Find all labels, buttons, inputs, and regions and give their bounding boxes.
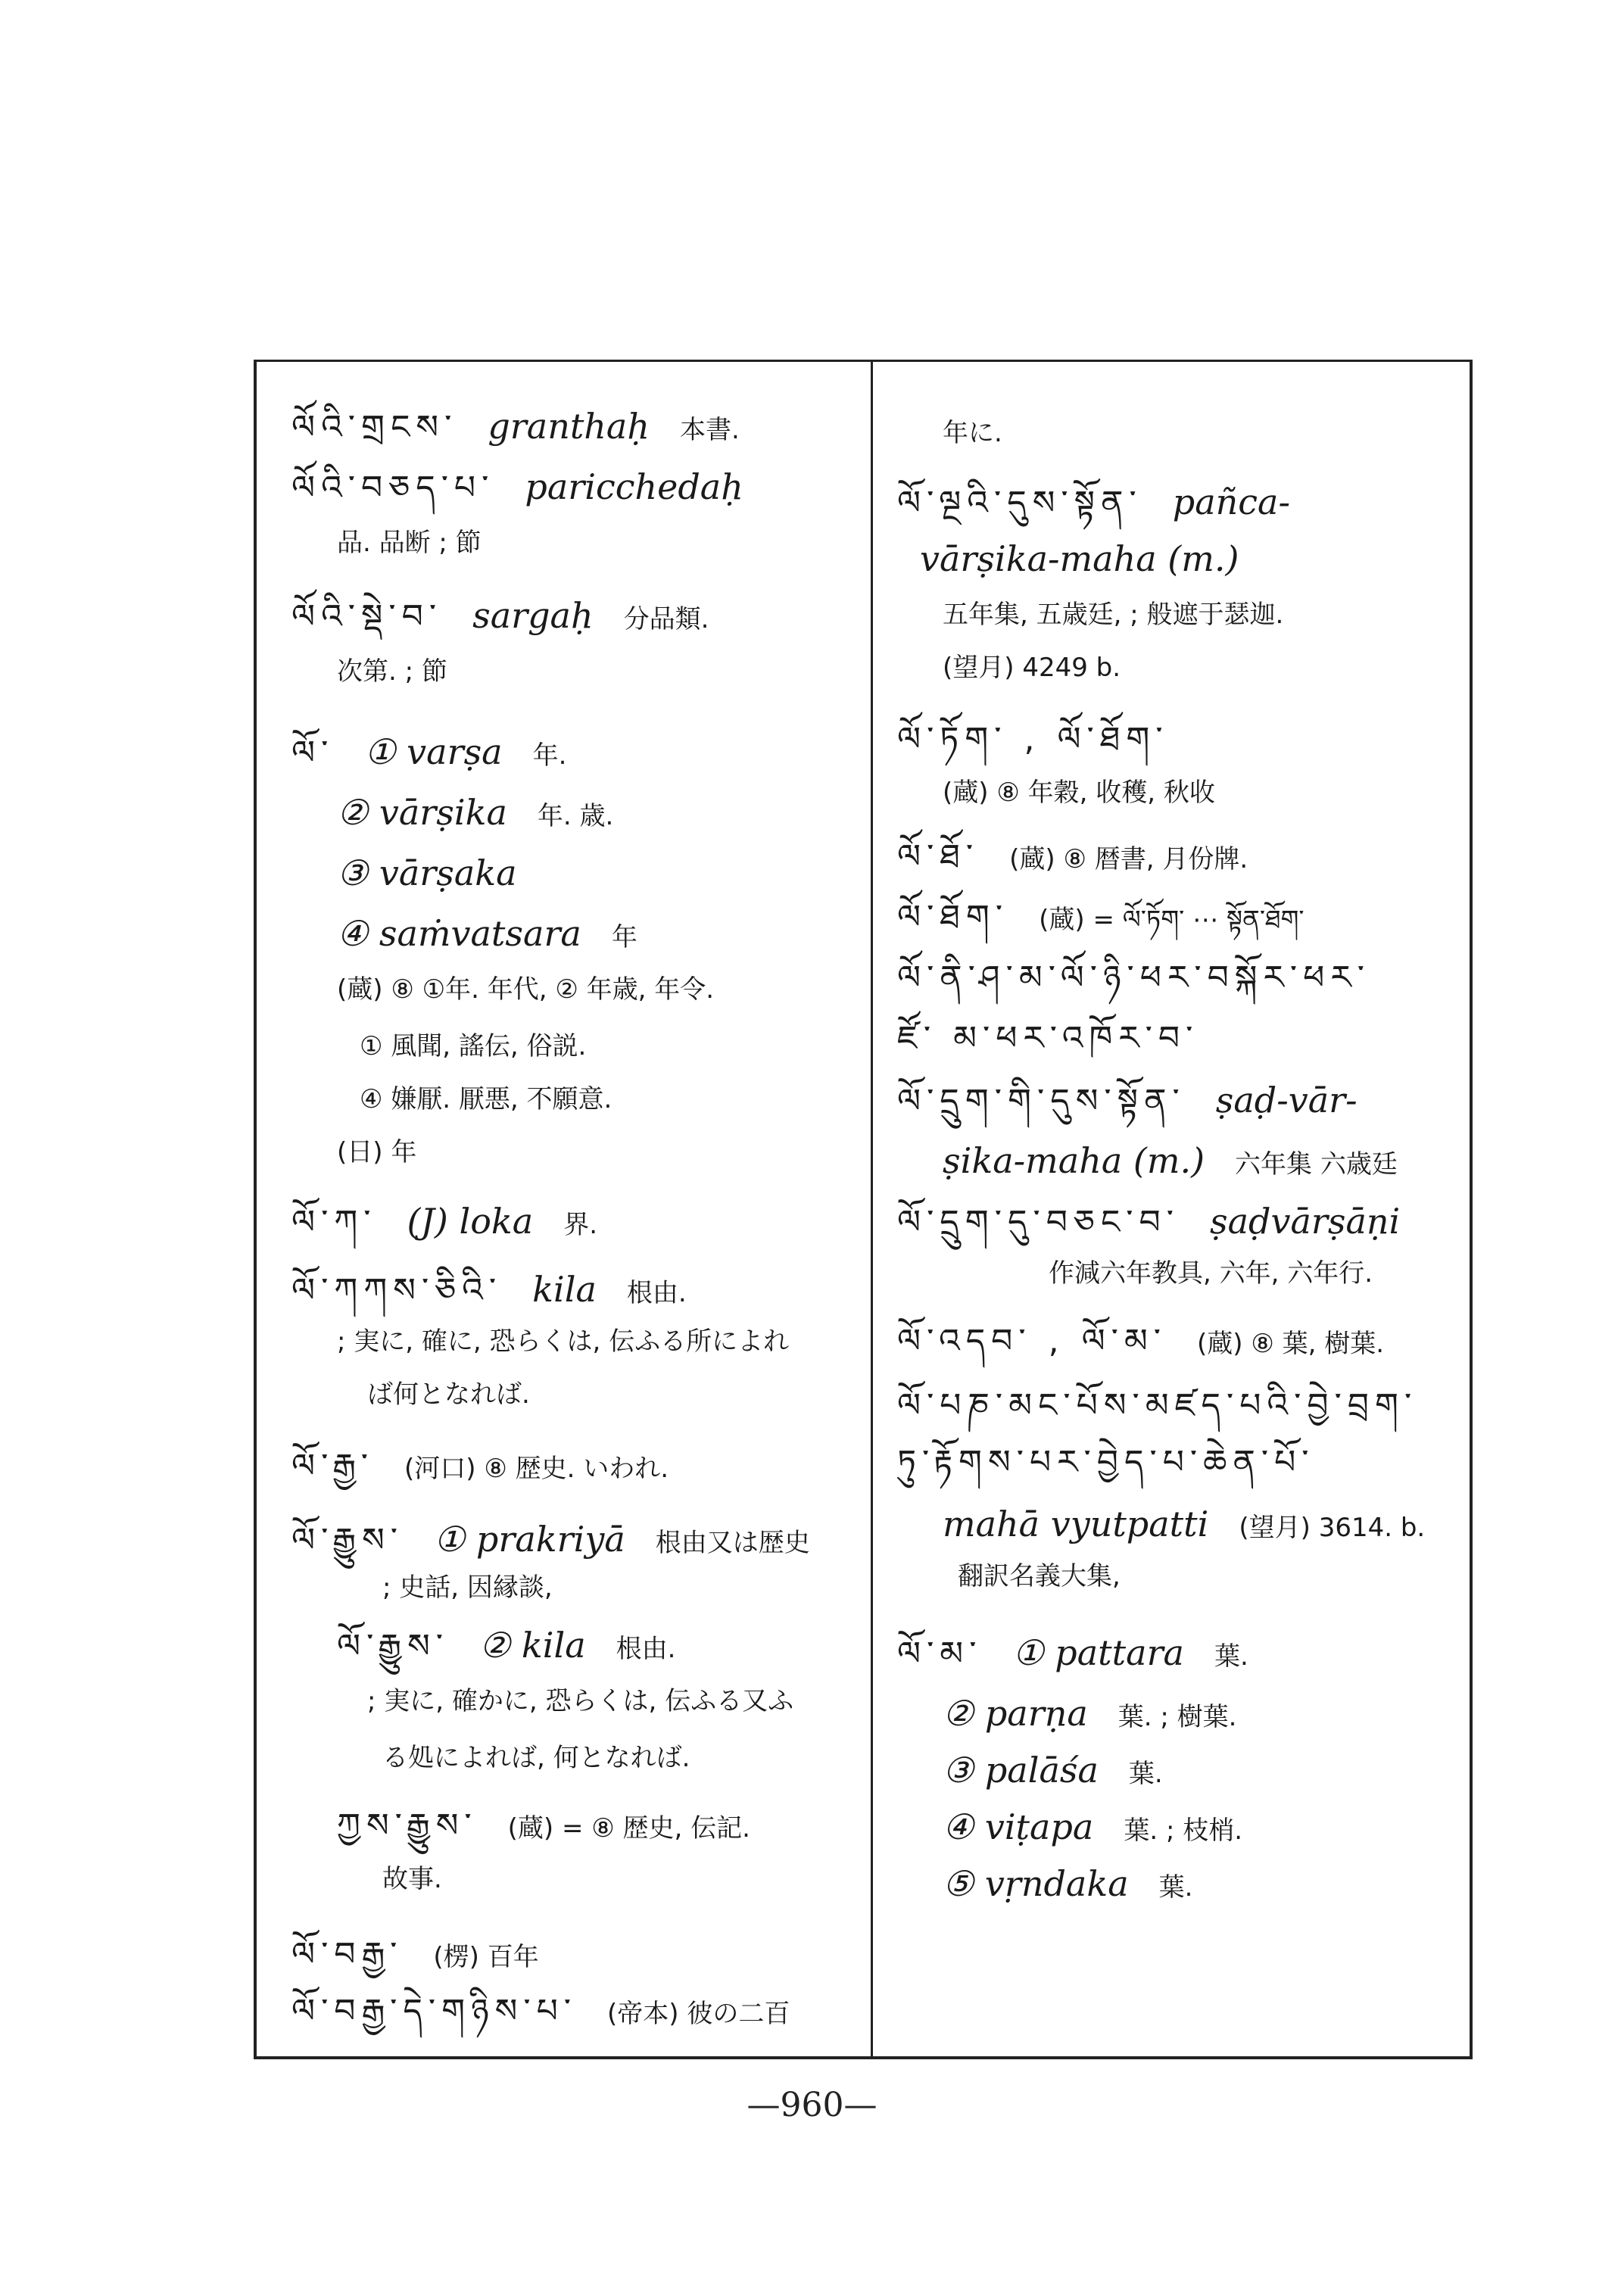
dictionary-entry	[943, 780, 1245, 806]
dictionary-entry	[382, 1572, 583, 1603]
dictionary-entry	[943, 420, 1033, 446]
dictionary-entry	[337, 913, 668, 954]
sanskrit-equivalent: paricchedaḥ	[525, 466, 743, 507]
dictionary-entry	[291, 1935, 569, 1974]
sanskrit-equivalent: sargaḥ	[472, 595, 594, 636]
japanese-gloss: 葉. ; 樹葉.	[1117, 1702, 1237, 1732]
sanskrit-equivalent: ④ saṁvatsara	[337, 913, 581, 954]
page-number: —960—	[747, 2086, 877, 2124]
tibetan-headword: ལོ་ལྔའི་དུས་སྟོན་	[897, 484, 1142, 522]
column-divider	[871, 361, 873, 2058]
tibetan-headword: ལོ་རྒྱ་	[291, 1447, 374, 1485]
dictionary-entry	[337, 1625, 706, 1666]
japanese-gloss: ば何となれば.	[367, 1379, 530, 1410]
tibetan-headword: ཀྱས་རྒྱུས་	[337, 1806, 478, 1845]
dictionary-entry	[897, 1322, 1414, 1361]
dictionary-entry	[337, 530, 512, 556]
japanese-gloss: ④ 嫌厭. 厭悪, 不願意.	[360, 1084, 613, 1114]
japanese-gloss: 葉. ; 枝梢.	[1124, 1816, 1243, 1846]
japanese-gloss: 年. 歳.	[537, 801, 614, 831]
japanese-gloss: 葉.	[1158, 1872, 1193, 1903]
japanese-gloss: 本書.	[679, 415, 740, 445]
dictionary-entry	[337, 792, 644, 833]
japanese-gloss: 年.	[532, 740, 567, 771]
dictionary-entry	[382, 1866, 472, 1892]
sanskrit-equivalent: ṣika-maha (m.)	[943, 1140, 1205, 1181]
tibetan-headword: ལོ་ནི་ཤ་མ་ལོ་ཉི་ཕར་བསྐོར་ཕར་	[897, 958, 1371, 997]
dictionary-entry	[360, 1086, 642, 1112]
sanskrit-equivalent: ① pattara	[1012, 1632, 1184, 1673]
sanskrit-equivalent: ⑤ vṛndaka	[943, 1863, 1129, 1904]
dictionary-entry	[943, 1750, 1193, 1791]
tibetan-headword: ལོ་རྒྱུས་	[291, 1521, 404, 1560]
tibetan-headword: ལོའི་གྲངས་	[291, 408, 458, 447]
japanese-gloss: 五年集, 五歳廷, ; 般遮于瑟迦.	[943, 600, 1284, 630]
japanese-gloss: (蔵) = ལོ་ཏོག་ ⋯ སྟོན་ཐོག་	[1039, 905, 1304, 935]
dictionary-entry	[943, 1806, 1273, 1847]
japanese-gloss: 年に.	[943, 418, 1002, 448]
sanskrit-equivalent: granthaḥ	[488, 406, 650, 447]
tibetan-headword: ལོ་ཀ་	[291, 1203, 377, 1242]
dictionary-entry	[943, 1693, 1267, 1734]
dictionary-entry	[337, 974, 744, 1005]
tibetan-headword: ཛོ་ མ་ཕར་འཁོར་བ་	[897, 1019, 1199, 1058]
dictionary-entry	[897, 720, 1199, 759]
dictionary-entry	[337, 1326, 819, 1357]
sanskrit-equivalent: ṣaḍ-vār-	[1215, 1080, 1357, 1121]
dictionary-entry	[337, 852, 547, 893]
japanese-gloss: ; 実に, 確に, 恐らくは, 伝ふる所によれ	[337, 1326, 790, 1357]
sanskrit-equivalent: ① prakriyā	[434, 1519, 625, 1560]
japanese-gloss: 年	[611, 922, 637, 952]
tibetan-headword: ལོ་པཎ་མང་པོས་མཛད་པའི་བྱེ་བྲག་	[897, 1386, 1418, 1425]
japanese-gloss: 根由又は歴史	[655, 1528, 810, 1558]
japanese-gloss: 分品類.	[623, 604, 709, 634]
japanese-gloss: 葉.	[1128, 1759, 1163, 1789]
sanskrit-equivalent: ② kila	[479, 1625, 586, 1666]
tibetan-headword: ལོ་དྲུག་དུ་བཅང་བ་	[897, 1203, 1180, 1242]
dictionary-entry	[897, 1386, 1448, 1425]
dictionary-entry	[367, 1379, 560, 1410]
japanese-gloss: (楞) 百年	[433, 1942, 539, 1972]
tibetan-headword: ལོ་ཐོ་	[897, 837, 980, 876]
tibetan-headword: ལོ་ཐོག་	[897, 898, 1009, 937]
japanese-gloss: 葉.	[1214, 1641, 1248, 1672]
dictionary-entry	[920, 538, 1269, 579]
dictionary-entry	[367, 1688, 824, 1714]
dictionary-entry	[291, 466, 774, 507]
japanese-gloss: 六年集 六歳廷	[1235, 1149, 1398, 1180]
japanese-gloss: (望月) 3614. b.	[1239, 1513, 1426, 1543]
dictionary-entry	[337, 656, 478, 687]
dictionary-entry	[943, 1140, 1428, 1181]
japanese-gloss: (蔵) ⑧ 暦書, 月份牌.	[1009, 844, 1248, 874]
tibetan-headword: ལོའི་བཅད་པ་	[291, 469, 495, 507]
tibetan-headword: ལོ་བརྒྱ་	[291, 1935, 404, 1974]
dictionary-entry	[943, 1863, 1223, 1904]
sanskrit-equivalent: ② vārṣika	[337, 792, 507, 833]
sanskrit-equivalent: ③ vārṣaka	[337, 852, 517, 893]
dictionary-entry	[897, 1201, 1430, 1242]
dictionary-entry	[291, 731, 597, 772]
dictionary-entry	[360, 1033, 616, 1059]
dictionary-entry	[958, 1563, 1151, 1589]
dictionary-entry	[291, 1447, 699, 1485]
japanese-gloss: 作減六年教具, 六年, 六年行.	[1049, 1258, 1373, 1289]
japanese-gloss: (望月) 4249 b.	[943, 653, 1121, 683]
tibetan-headword: ལོ་འདབ་ , ལོ་མ་	[897, 1322, 1167, 1361]
tibetan-headword: ལོ་ཀཀས་ཅིའི་	[291, 1271, 503, 1310]
tibetan-headword: ལོ་	[291, 734, 335, 772]
japanese-gloss: (蔵) ⑧ 年穀, 收穫, 秋收	[943, 778, 1215, 808]
japanese-gloss: (蔵) ⑧ 葉, 樹葉.	[1197, 1329, 1385, 1359]
japanese-gloss: (帝本) 彼の二百	[607, 1999, 790, 2029]
japanese-gloss: 根由.	[626, 1278, 687, 1308]
tibetan-headword: ལོ་དྲུག་གི་དུས་སྟོན་	[897, 1082, 1186, 1121]
tibetan-headword: ལོའི་སྡེ་བ་	[291, 597, 443, 636]
japanese-gloss: (河口) ⑧ 歴史. いわれ.	[404, 1454, 669, 1484]
dictionary-entry	[897, 1080, 1388, 1121]
japanese-gloss: ① 風聞, 謠伝, 俗説.	[360, 1031, 587, 1061]
dictionary-entry	[382, 1745, 720, 1771]
sanskrit-equivalent: mahā vyutpatti	[943, 1504, 1209, 1544]
sanskrit-equivalent: ③ palāśa	[943, 1750, 1099, 1791]
sanskrit-equivalent: vārṣika-maha (m.)	[920, 538, 1239, 579]
dictionary-entry	[291, 1201, 628, 1242]
dictionary-entry	[943, 602, 1314, 628]
sanskrit-equivalent: ④ viṭapa	[943, 1806, 1094, 1847]
japanese-gloss: 次第. ; 節	[337, 656, 447, 687]
dictionary-entry	[897, 482, 1320, 522]
dictionary-entry	[897, 898, 1335, 937]
dictionary-entry	[897, 1632, 1279, 1673]
dictionary-entry	[291, 595, 739, 636]
dictionary-entry	[1049, 1258, 1403, 1289]
tibetan-headword: ལོ་མ་	[897, 1635, 983, 1673]
sanskrit-equivalent: ① varṣa	[364, 731, 503, 772]
japanese-gloss: る処によれば, 何となれば.	[382, 1743, 690, 1773]
japanese-gloss: 根由.	[616, 1634, 676, 1664]
dictionary-entry	[943, 655, 1151, 681]
japanese-gloss: (蔵) ⑧ ①年. 年代, ② 年歳, 年令.	[337, 974, 715, 1005]
sanskrit-equivalent: ② parṇa	[943, 1693, 1088, 1734]
japanese-gloss: (日) 年	[337, 1137, 417, 1167]
dictionary-entry	[291, 1519, 840, 1560]
japanese-gloss: 翻訳名義大集,	[958, 1561, 1121, 1591]
japanese-gloss: ; 実に, 確かに, 恐らくは, 伝ふる又ふ	[367, 1686, 794, 1716]
tibetan-headword: ལོ་ཏོག་ , ལོ་ཐོག་	[897, 720, 1169, 759]
sanskrit-equivalent: ṣaḍvārṣāṇi	[1209, 1201, 1401, 1242]
sanskrit-equivalent: pañca-	[1172, 482, 1290, 522]
japanese-gloss: (蔵) = ⑧ 歴史, 伝記.	[507, 1813, 750, 1844]
japanese-gloss: 界.	[563, 1210, 598, 1240]
tibetan-headword: ལོ་བརྒྱ་དེ་གཉིས་པ་	[291, 1992, 578, 2031]
dictionary-entry	[291, 1269, 717, 1310]
sanskrit-equivalent: kila	[532, 1269, 597, 1310]
dictionary-entry	[897, 1019, 1229, 1058]
japanese-gloss: 品. 品断 ; 節	[337, 528, 482, 558]
dictionary-entry	[337, 1806, 781, 1845]
japanese-gloss: 故事.	[382, 1864, 442, 1894]
tibetan-headword: ལོ་རྒྱུས་	[337, 1627, 450, 1666]
dictionary-entry	[897, 1443, 1345, 1482]
sanskrit-equivalent: (J) loka	[407, 1201, 534, 1242]
dictionary-entry	[943, 1504, 1455, 1544]
dictionary-entry	[291, 406, 770, 447]
dictionary-entry	[897, 958, 1401, 997]
tibetan-headword: ཏུ་རྟོགས་པར་བྱེད་པ་ཆེན་པོ་	[897, 1443, 1315, 1482]
dictionary-entry	[291, 1992, 820, 2031]
japanese-gloss: ; 史話, 因縁談,	[382, 1572, 553, 1603]
dictionary-entry	[897, 837, 1278, 876]
dictionary-entry	[337, 1139, 447, 1165]
